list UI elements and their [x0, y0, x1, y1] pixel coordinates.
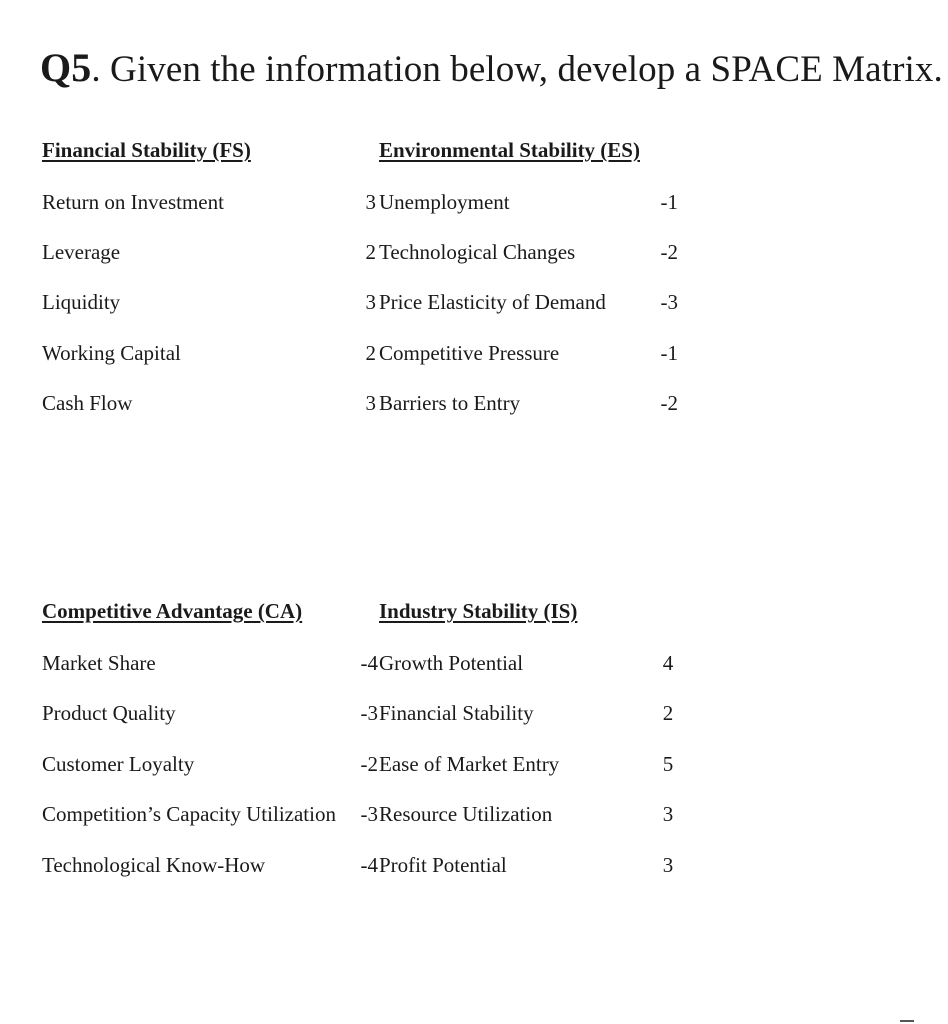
factor-row [0, 802, 948, 832]
es-factor-label: Competitive Pressure [379, 341, 560, 365]
es-header: Environmental Stability (ES) [379, 138, 640, 162]
es-factor-label: Unemployment [379, 190, 510, 214]
es-factor-value: -2 [660, 240, 678, 264]
fs-factor-label: Leverage [42, 240, 121, 264]
ca-factor-label: Product Quality [42, 701, 176, 725]
ca-header: Competitive Advantage (CA) [42, 599, 303, 623]
ca-factor-label: Technological Know-How [42, 853, 266, 877]
fs-factor-value: 2 [365, 240, 376, 264]
is-factor-value: 5 [662, 752, 674, 776]
is-header: Industry Stability (IS) [379, 599, 578, 623]
factor-row [0, 391, 948, 421]
es-factor-value: -1 [660, 341, 678, 365]
is-factor-label: Ease of Market Entry [379, 752, 560, 776]
is-factor-value: 4 [662, 651, 674, 675]
factor-row [0, 341, 948, 371]
fs-factor-label: Cash Flow [42, 391, 133, 415]
ca-factor-label: Market Share [42, 651, 156, 675]
fs-factor-value: 3 [365, 290, 376, 314]
es-factor-value: -1 [660, 190, 678, 214]
ca-factor-label: Customer Loyalty [42, 752, 195, 776]
es-factor-label: Technological Changes [379, 240, 576, 264]
ca-factor-value: -2 [360, 752, 378, 776]
factor-row [0, 190, 948, 220]
is-factor-value: 2 [662, 701, 674, 725]
is-factor-value: 3 [662, 853, 674, 877]
question-text: . Given the information below, develop a SPACE Matrix. [91, 49, 943, 90]
ca-factor-value: -3 [360, 701, 378, 725]
es-factor-label: Price Elasticity of Demand [379, 290, 606, 314]
factor-row [0, 752, 948, 782]
factor-row [0, 651, 948, 681]
fs-factor-label: Liquidity [42, 290, 121, 314]
is-factor-label: Growth Potential [379, 651, 524, 675]
ca-factor-value: -4 [360, 853, 378, 877]
fs-factor-value: 3 [365, 190, 376, 214]
is-factor-label: Resource Utilization [379, 802, 553, 826]
factor-row [0, 240, 948, 270]
fs-header: Financial Stability (FS) [42, 138, 251, 162]
fs-factor-value: 3 [365, 391, 376, 415]
is-factor-label: Profit Potential [379, 853, 507, 877]
factor-row [0, 853, 948, 883]
question-number: Q5 [40, 45, 92, 90]
is-factor-label: Financial Stability [379, 701, 534, 725]
ca-factor-label: Competition’s Capacity Utilization [42, 802, 336, 826]
factor-row [0, 701, 948, 731]
ca-factor-value: -4 [360, 651, 378, 675]
factor-row [0, 290, 948, 320]
is-factor-value: 3 [662, 802, 674, 826]
fs-factor-value: 2 [365, 341, 376, 365]
es-factor-value: -2 [660, 391, 678, 415]
ca-factor-value: -3 [360, 802, 378, 826]
fs-factor-label: Working Capital [42, 341, 181, 365]
page-edge-mark [900, 1020, 914, 1022]
fs-factor-label: Return on Investment [42, 190, 224, 214]
es-factor-value: -3 [660, 290, 678, 314]
question-title [40, 44, 943, 91]
es-factor-label: Barriers to Entry [379, 391, 521, 415]
